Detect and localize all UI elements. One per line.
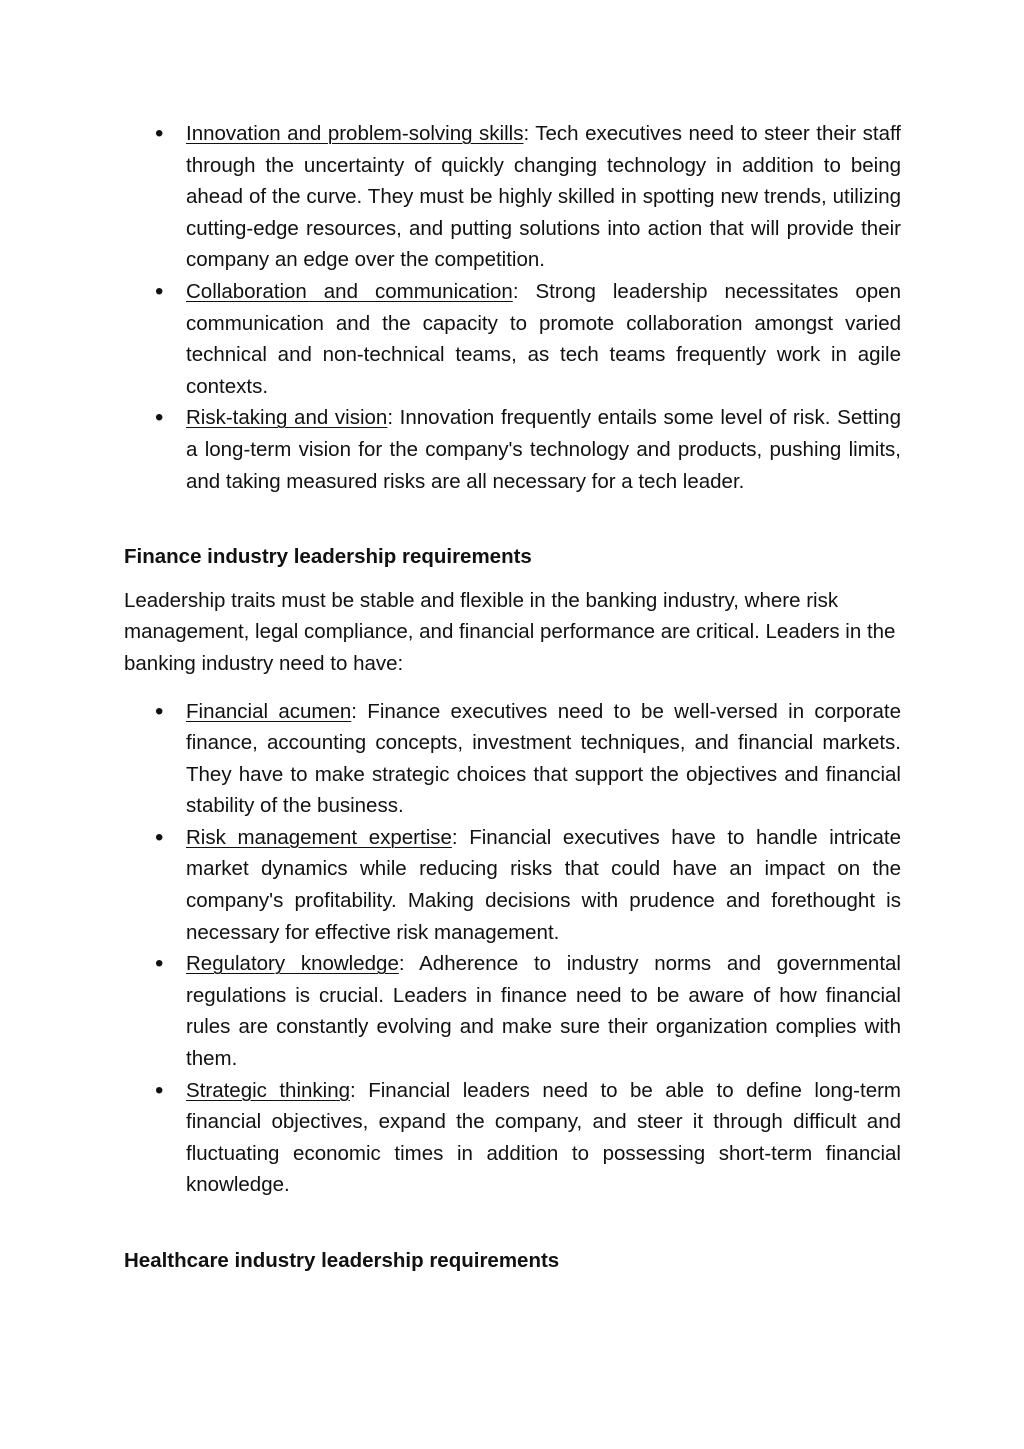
healthcare-section-heading: Healthcare industry leadership requirements	[124, 1249, 560, 1272]
list-item-text: : Financial leaders need to be able to define long-term financial objectives, expand the company, and steer it through difficult and fluctuating economic times in addition to possessing short-term financial knowledge.	[186, 1078, 901, 1197]
list-item-term: Collaboration and communication	[186, 279, 513, 303]
list-item	[186, 948, 901, 1074]
list-item	[186, 402, 901, 497]
list-item-text: : Finance executives need to be well-versed in corporate finance, accounting concepts, investment techniques, and financial markets. They have to make strategic choices that support the objectives and financial stability of the business.	[186, 699, 902, 818]
list-item-text: : Adherence to industry norms and governmental regulations is crucial. Leaders in finance need to be aware of how financial rules are constantly evolving and make sure their organization complies with them.	[186, 952, 901, 1071]
list-item-text: : Tech executives need to steer their staff through the uncertainty of quickly changing technology in addition to being ahead of the curve. They must be highly skilled in spotting new trends, utilizing cutting-edge resources, and putting solutions into action that will provide their company an edge over the competition.	[186, 122, 902, 272]
list-item-text: : Strong leadership necessitates open communication and the capacity to promote collaboration amongst varied technical and non-technical teams, as tech teams frequently work in agile contexts.	[186, 279, 901, 398]
finance-leadership-list	[124, 696, 901, 1202]
list-item	[186, 696, 901, 822]
list-item-text: : Innovation frequently entails some level of risk. Setting a long-term vision for the company's technology and products, pushing limits, and taking measured risks are all necessary for a tech leader.	[186, 406, 901, 493]
list-item	[186, 1075, 901, 1201]
list-item	[186, 822, 901, 948]
finance-section-heading: Finance industry leadership requirements	[124, 545, 532, 569]
list-item-term: Financial acumen	[186, 699, 352, 723]
list-item-term: Regulatory knowledge	[186, 952, 399, 976]
finance-intro-paragraph: Leadership traits must be stable and flexible in the banking industry, where risk management, legal compliance, and financial performance are critical. Leaders in the banking industry need to have:	[124, 588, 896, 675]
list-item-term: Risk-taking and vision	[186, 406, 388, 430]
list-item	[186, 276, 901, 402]
list-item-term: Risk management expertise	[186, 825, 452, 849]
list-item-text: : Financial executives have to handle intricate market dynamics while reducing risks that could have an impact on the company's profitability. Making decisions with prudence and forethought is necessary for effective risk management.	[186, 825, 901, 944]
list-item-term: Innovation and problem-solving skills	[186, 122, 524, 145]
tech-leadership-list	[124, 118, 901, 497]
document-page	[124, 118, 901, 1277]
list-item-term: Strategic thinking	[186, 1078, 351, 1102]
list-item	[186, 118, 901, 276]
